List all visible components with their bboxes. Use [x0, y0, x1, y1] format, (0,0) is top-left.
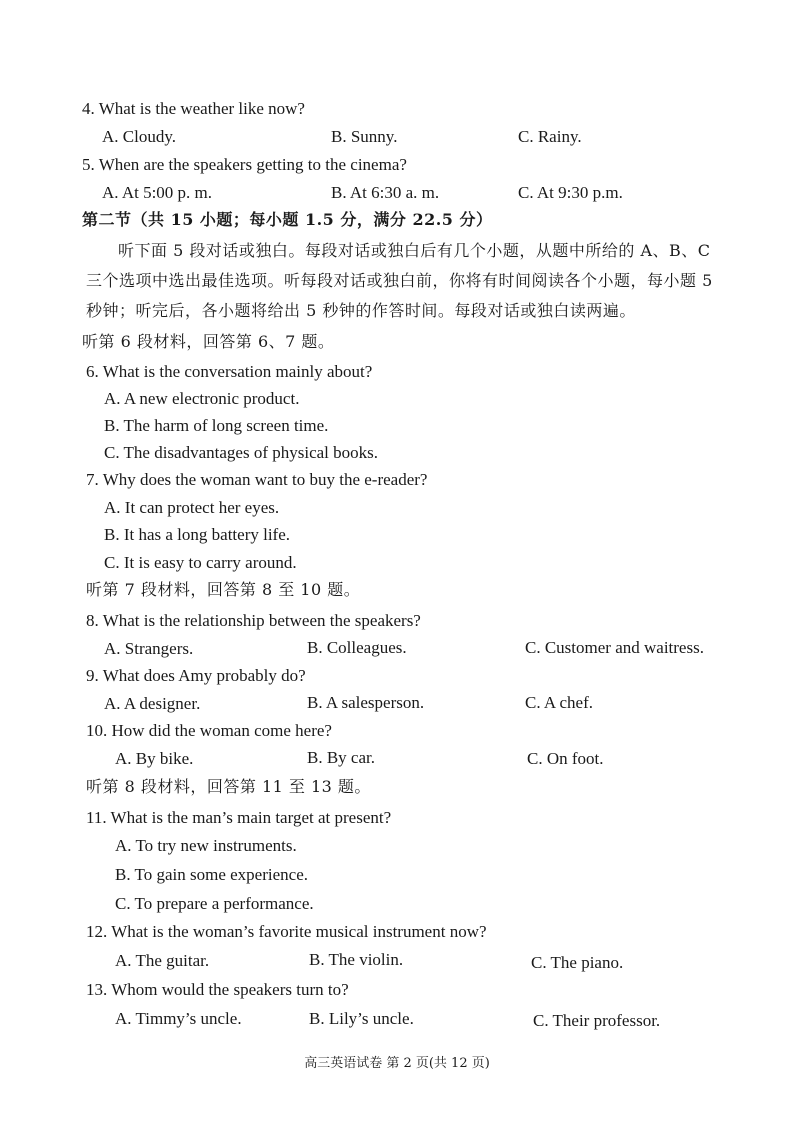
question-4: 4. What is the weather like now?: [82, 99, 305, 118]
q4-option-b: B. Sunny.: [331, 127, 398, 146]
question-5: 5. When are the speakers getting to the cinema?: [82, 155, 407, 174]
q7-option-a: A. It can protect her eyes.: [104, 498, 280, 517]
page-footer: 高三英语试卷 第 2 页(共 12 页): [304, 1056, 490, 1071]
question-13: 13. Whom would the speakers turn to?: [86, 980, 349, 999]
q12-option-a: A. The guitar.: [115, 951, 210, 970]
question-10: 10. How did the woman come here?: [86, 721, 332, 740]
question-9: 9. What does Amy probably do?: [86, 666, 306, 685]
q13-option-c: C. Their professor.: [533, 1011, 661, 1030]
q5-option-a: A. At 5:00 p. m.: [102, 183, 213, 202]
question-12: 12. What is the woman’s favorite musical instrument now?: [86, 922, 487, 941]
material-6-heading: 听第 6 段材料，回答第 6、7 题。: [82, 332, 335, 351]
q10-option-b: B. By car.: [307, 748, 375, 767]
q13-option-a: A. Timmy’s uncle.: [115, 1009, 242, 1028]
q10-option-c: C. On foot.: [527, 749, 604, 768]
material-7-heading: 听第 7 段材料，回答第 8 至 10 题。: [86, 580, 361, 599]
question-7: 7. Why does the woman want to buy the e-reader?: [86, 470, 428, 489]
q8-option-c: C. Customer and waitress.: [525, 638, 704, 657]
q6-option-a: A. A new electronic product.: [104, 389, 300, 408]
q12-option-b: B. The violin.: [309, 950, 404, 969]
q6-option-c: C. The disadvantages of physical books.: [104, 443, 379, 462]
question-8: 8. What is the relationship between the speakers?: [86, 611, 421, 630]
q7-option-c: C. It is easy to carry around.: [104, 553, 297, 572]
q13-option-b: B. Lily’s uncle.: [309, 1009, 414, 1028]
q5-option-c: C. At 9:30 p.m.: [518, 183, 623, 202]
q12-option-c: C. The piano.: [531, 953, 624, 972]
q4-option-a: A. Cloudy.: [102, 127, 176, 146]
q4-option-c: C. Rainy.: [518, 127, 582, 146]
q9-option-a: A. A designer.: [104, 694, 201, 713]
q11-option-c: C. To prepare a performance.: [115, 894, 314, 913]
q8-option-a: A. Strangers.: [104, 639, 194, 658]
section-2-heading: 第二节（共 15 小题；每小题 1.5 分，满分 22.5 分）: [82, 210, 493, 229]
q11-option-a: A. To try new instruments.: [115, 836, 297, 855]
q7-option-b: B. It has a long battery life.: [104, 525, 291, 544]
question-6: 6. What is the conversation mainly about?: [86, 362, 373, 381]
material-8-heading: 听第 8 段材料，回答第 11 至 13 题。: [86, 777, 371, 796]
question-11: 11. What is the man’s main target at present?: [86, 808, 392, 827]
q5-option-b: B. At 6:30 a. m.: [331, 183, 440, 202]
q11-option-b: B. To gain some experience.: [115, 865, 308, 884]
q6-option-b: B. The harm of long screen time.: [104, 416, 329, 435]
q10-option-a: A. By bike.: [115, 749, 194, 768]
section-2-instructions: 听下面 5 段对话或独白。每段对话或独白后有几个小题，从题中所给的 A、B、C 三个选项中选出最佳选项。听每段对话或独白前，你将有时间阅读各个小题，每小题 5 秒钟；听完后，各小题将给出 5 秒钟的作答时间。每段对话或独白读两遍。: [86, 241, 713, 320]
q8-option-b: B. Colleagues.: [307, 638, 407, 657]
q9-option-c: C. A chef.: [525, 693, 593, 712]
q9-option-b: B. A salesperson.: [307, 693, 425, 712]
